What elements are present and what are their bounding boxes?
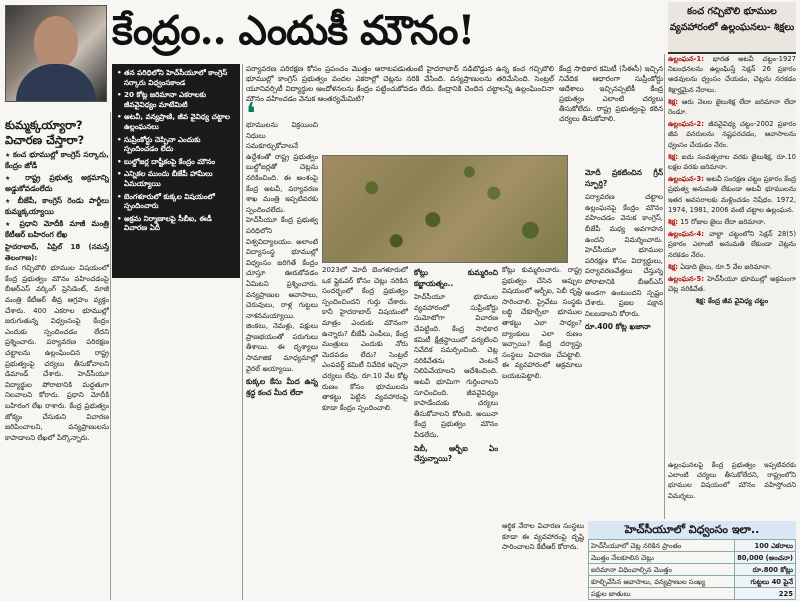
intro-right-paragraph: కేంద్ర సాధికార కమిటీ (సీఈసీ) ఇచ్చిన నివేదిక ఆధారంగా సుప్రీంకోర్టు ఆదేశాలు ఇచ్చినప్పటికీ కేంద్ర ప్రభుత్వం ఎలాంటి చర్యలు తీసుకోలేదు. రాష్ట్ర ప్రభుత్వంపై కఠిన చర్యలు తీసుకోవాలి. (559, 64, 663, 123)
sidebar-header (668, 2, 796, 54)
sidebar-reference: శిక్ష: కేంద్ర జీవ వైవిధ్య చట్టం (695, 297, 769, 306)
ktr-photo (5, 5, 107, 102)
bottom-paragraph: ఆర్థిక నేరాల విచారణ సంస్థలు కూడా ఈ వ్యవహారంపై దృష్టి సారించాలని కేటీఆర్ కోరారు. (502, 522, 584, 552)
body-text: హెచ్‌సీయూ భూముల వ్యవహారంలో సుప్రీంకోర్టు సుమోటోగా విచారణ చేపట్టింది. కేంద్ర సాధికార కమిటీ క్షేత్రస్థాయిలో పర్యటించి నివేదిక సమర్పించింది. చెట్ల నరికివేతను వెంటనే నిలిపివేయాలని ఆదేశించింది. అటవీ భూమిగా గుర్తించాలని సూచించింది. జీవవైవిధ్యం కాపాడేందుకు చర్యలు తీసుకోవాలని కోరింది. అయినా కేంద్ర ప్రభుత్వం మౌనం వీడలేదు. (414, 293, 498, 439)
column-divider (110, 112, 111, 600)
left-question-heading: కుమ్మక్కయ్యారా? విచారణ చేస్తారా? (5, 118, 85, 147)
table-row (589, 540, 796, 552)
sidebar-violations (668, 54, 796, 460)
highlight-item: • సుప్రీంకోర్టు చెప్పినా ఎందుకు స్పందించడం లేదు (117, 135, 235, 154)
body-text: భూములను విక్రయించి నిధులు సమకూర్చుకోవాలనే ఉద్దేశంతో రాష్ట్ర ప్రభుత్వం బుల్డోజర్లతో చెట్లను నరికించింది. ఈ అంశంపై కేంద్ర అటవీ, పర్యావరణ శాఖ మంత్రి ఇప్పటివరకు స్పందించలేదు. హెచ్‌సీయూ కేంద్ర ప్రభుత్వ పరిధిలోని విశ్వవిద్యాలయం. అలాంటి విద్యాసంస్థ భూముల్లో విధ్వంసం జరిగితే కేంద్రం చూస్తూ ఊరుకోవడం ఏమిటని ప్రశ్నించారు. వన్యప్రాణుల ఆవాసాలు, చెరువులు, రాళ్ల గుట్టలు నాశనమయ్యాయి. జింకలు, నెమళ్లు, పక్షులు ప్రాణభయంతో పరుగులు తీశాయి. ఈ దృశ్యాలు సామాజిక మాధ్యమాల్లో వైరల్ అయ్యాయి. (246, 121, 318, 373)
body-column-1 (246, 120, 318, 600)
violation-item: ఉల్లంఘన-1: భారత అటవీ చట్టం-1927 నిబంధనలను ఉల్లంఘిస్తే సెక్షన్ 26 ప్రకారం అడవులను ధ్వంసం చేయడం, చెట్లను నరకడం శిక్షార్హమైన నేరాలు. (668, 55, 796, 94)
stats-table (588, 539, 796, 600)
violation-item: ఉల్లంఘన-3: అటవీ సంరక్షణ చట్టం ప్రకారం కేంద్ర ప్రభుత్వ అనుమతి లేకుండా అటవీ భూములను ఇతర అవసరాలకు మళ్లించడం నిషేధం. 1972, 1974, 1981, 2006 వంటి చట్టాల ఉల్లంఘన. (668, 175, 796, 214)
body-text: కోట్లు కుమ్మరించారు. రాష్ట్ర ప్రభుత్వం చేసిన అప్పుల విషయంలో ఆర్బీఐ, సెబీ దృష్టి సారించాలి. ప్రైవేటు సంస్థకు లబ్ధి చేకూర్చేలా భూముల తాకట్టు ఎలా సాధ్యం? బ్యాంకులు ఎలా రుణం ఇచ్చాయి? కేంద్ర దర్యాప్తు సంస్థలు విచారణ చేపట్టాలి. ఈ వ్యవహారంలో అక్రమాలు బయటపెట్టాలి. (502, 266, 582, 380)
table-label: జరిమానా విధించాల్సిన మొత్తం (589, 564, 735, 576)
highlights-box (112, 64, 240, 278)
table-value: 100 ఎకరాలు (735, 540, 796, 552)
body-text: పర్యావరణ చట్టాల ఉల్లంఘనపై కేంద్రం మౌనం వహించడం వెనుక కాంగ్రెస్, బీజేపీ మధ్య అవగాహన ఉందని విమర్శించారు. హెచ్‌సీయూ భూముల పరిరక్షణ కోసం విద్యార్థులు, పర్యావరణవేత్తలు చేస్తున్న పోరాటానికి బీఆర్‌ఎస్ అండగా ఉంటుందని స్పష్టం చేశారు. ప్రజల పక్షాన నిలబడాలని కోరారు. (585, 193, 663, 318)
table-row (589, 564, 796, 576)
intro-paragraph: పర్యావరణ పరిరక్షణ కోసం ప్రపంచం మొత్తం ఆరాటపడుతుంటే హైదరాబాద్ నడిబొడ్డున ఉన్న కంచ గచ్చిబౌలి భూముల్లో కాంగ్రెస్ ప్రభుత్వం వందల ఎకరాల్లో చెట్లను నరికి వేసింది. వన్యప్రాణులను తరిమేసింది. సెంట్రల్ యూనివర్సిటీ విద్యార్థుల ఆందోళనలను కేంద్రం పట్టించుకోవడం లేదు. కేంద్రానికి చెందిన చట్టాలన్నీ ఉల్లంఘించినా మౌనం వహించడం వెనుక ఆంతర్యమేమిటి? (246, 64, 554, 103)
body-column-2 (322, 265, 408, 600)
sidebar-title: కంచ గచ్చిబౌలి భూముల వ్యవహారంలో ఉల్లంఘనలు- శిక్షలు (669, 6, 795, 33)
violation-item: ఉల్లంఘన-4: వాల్టా చట్టంలోని సెక్షన్ 28(5) ప్రకారం ఎలాంటి అనుమతి లేకుండా చెట్లను నరకడం నేరం. (668, 230, 796, 259)
violation-item: ఉల్లంఘన-5: హెచ్‌సీయూ భూముల్లో అక్రమంగా చెట్ల నరికివేత. (668, 275, 796, 294)
column-divider (664, 54, 665, 519)
penalty-item: శిక్ష: ఏడాది జైలు, రూ.5 వేల జరిమానా. (668, 262, 772, 271)
table-value: 80,000 (అంచనా) (735, 552, 796, 564)
highlight-item: • అక్రమ నిర్మాణాలపై సీబీఐ, ఈడీ విచారణ ఏదీ (117, 214, 235, 233)
table-value: రూ.800 కోట్లు (735, 564, 796, 576)
page-headline: కేంద్రం.. ఎందుకీ మౌనం! (112, 7, 475, 54)
subheading: సెబీ, ఆర్బీఐ ఏం చేస్తున్నాయి? (414, 443, 498, 464)
portrait-body (16, 64, 96, 101)
highlight-item: • అటవీ, వన్యప్రాణి, జీవ వైవిధ్య చట్టాల ఉల్లంఘనలు (117, 112, 235, 131)
dateline: హైదరాబాద్, ఏప్రిల్ 18 (నమస్తే తెలంగాణ): (5, 243, 109, 262)
subheading: కుక్కల కేసు మీద ఉన్న శ్రద్ధ కంచ మీద లేదా (246, 377, 318, 397)
table-label: మొత్తం నేలకూలిన చెట్లు (589, 552, 735, 564)
body-column-3 (414, 265, 498, 600)
penalty-item: శిక్ష: 15 రోజుల జైలు లేదా జరిమానా. (668, 218, 766, 227)
left-bullet: ★ రాష్ట్ర ప్రభుత్వ అక్రమాన్ని అడ్డుకోవడంలేదు (5, 173, 109, 194)
left-bullet: ★ ప్రధాని మోదీకి మాజీ మంత్రి కేటీఆర్ బహిరంగ లేఖ (5, 219, 109, 240)
highlight-item: • బెంగళూరులో కుక్కల విషయంలో స్పందించారు (117, 192, 235, 211)
violation-item: ఉల్లంఘన-2: జీవవైవిధ్య చట్టం-2002 ప్రకారం జీవ వనరులను నష్టపరచడం, ఆవాసాలను ధ్వంసం చేయడం నేరం. (668, 120, 796, 149)
aerial-photo-cleared-land (322, 155, 568, 263)
column-divider (242, 64, 243, 600)
table-label: కూల్చివేసిన ఆవాసాలు, వన్యప్రాణుల సంఖ్య (589, 576, 735, 588)
subheading: కోట్లు కుమ్మరించి కబ్జాయత్నం.. (414, 268, 498, 288)
portrait-face (34, 16, 78, 68)
body-column-5 (585, 165, 663, 520)
stats-table-title: హెచ్‌సీయూలో విధ్వంసం ఇలా.. (588, 521, 796, 539)
table-value: గుట్టలు 40 పైనే (735, 576, 796, 588)
table-row (589, 552, 796, 564)
subheading: రూ.400 కోట్ల ఖజానా (585, 322, 651, 332)
left-body-text: కంచ గచ్చిబౌలి భూముల విషయంలో కేంద్ర ప్రభుత్వం మౌనం వహించడంపై బీఆర్‌ఎస్ వర్కింగ్ ప్రెసిడెంట్, మాజీ మంత్రి కేటీఆర్ తీవ్ర ఆగ్రహం వ్యక్తం చేశారు. 400 ఎకరాల భూముల్లో జరుగుతున్న విధ్వంసంపై కేంద్రం ఎందుకు స్పందించడం లేదని ప్రశ్నించారు. పర్యావరణ పరిరక్షణ చట్టాలను ఉల్లంఘించిన రాష్ట్ర ప్రభుత్వంపై చర్యలు తీసుకోవాలని డిమాండ్ చేశారు. హెచ్‌సీయూ విద్యార్థుల పోరాటానికి మద్దతుగా నిలవాలని కోరారు. ప్రధాని మోదీకి బహిరంగ లేఖ రాశారు. కేంద్ర ప్రభుత్వం జోక్యం చేసుకుని విచారణ జరిపించాలని, వన్యప్రాణులను కాపాడాలని లేఖలో పేర్కొన్నారు. (5, 264, 109, 442)
highlight-item: • తన పరిధిలోని హెచ్‌సీయూలో కాంగ్రెస్ సర్కారు విధ్వంసకాండ (117, 68, 235, 87)
table-row (589, 576, 796, 588)
body-text: 2023లో మోదీ బెంగళూరులో ఒక ఫ్లైఓవర్ కోసం చెట్లు నరికిన సందర్భంలో కేంద్ర ప్రభుత్వం స్పందించిందని గుర్తు చేశారు. కానీ హైదరాబాద్ విషయంలో మాత్రం ఎందుకు మౌనంగా ఉన్నారు? బీజేపీ ఎంపీలు, కేంద్ర మంత్రులు ఎందుకు నోరు మెదపడం లేదు? సెంట్రల్ ఎంపవర్డ్ కమిటీ నివేదిక ఇచ్చినా చర్యలు లేవు. రూ.10 వేల కోట్ల రుణం కోసం భూములను తాకట్టు పెట్టిన వ్యవహారంపై కూడా కేంద్రం స్పందించాలి. (322, 266, 408, 412)
table-label: హెచ్‌సీయూలో చెట్ల నరికిన ప్రాంతం (589, 540, 735, 552)
table-label: పక్షుల జాతులు (589, 588, 735, 600)
left-bullet: ★ కంచ భూముల్లో కాంగ్రెస్ సర్కారు, కేంద్రం జోడీ (5, 150, 109, 171)
quote-icon: ❛ (246, 97, 256, 132)
left-bullet: ★ బీజేపీ, కాంగ్రెస్ రెండు పార్టీలు కుమ్మక్కయ్యాయి (5, 196, 109, 217)
highlight-item: • ఎన్నికల ముందు బీజేపీ హామీలు ఏమయ్యాయి (117, 169, 235, 188)
sidebar-bottom-text: ఉల్లంఘనలపై కేంద్ర ప్రభుత్వం ఇప్పటివరకు ఎలాంటి చర్యలు తీసుకోలేదని, రాష్ట్రంలోని భూముల విషయంలో మౌనం వహిస్తోందని విమర్శలు. (668, 461, 796, 500)
table-value: 225 (735, 588, 796, 600)
highlight-item: • బుల్డోజర్ల దాష్టీకంపై కేంద్రం మౌనం (117, 157, 235, 167)
left-column (5, 150, 109, 600)
table-row (589, 588, 796, 600)
highlight-item: • 20 కోట్ల జరిమానా ఎకరాలకు జీవవైవిధ్యం మాటేమిటి (117, 90, 235, 109)
penalty-item: శిక్ష: ఐదు సంవత్సరాల వరకు జైలుశిక్ష, రూ.10 లక్షల వరకు జరిమానా. (668, 152, 796, 172)
penalty-item: శిక్ష: ఆరు నెలల జైలుశిక్ష లేదా జరిమానా లేదా రెండూ. (668, 97, 796, 117)
subheading: మోదీ ప్రకటించిన గ్రీన్ స్ఫూర్తి? (585, 168, 663, 188)
